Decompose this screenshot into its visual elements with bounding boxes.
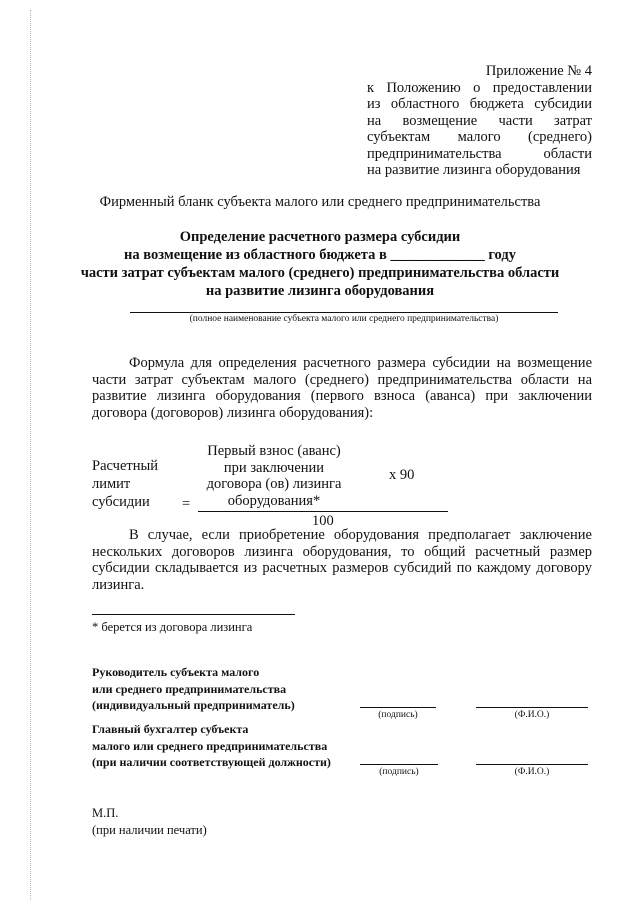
formula-label-line: субсидии (92, 494, 150, 510)
stamp-place (92, 805, 207, 838)
appendix-line: субъектам малого (среднего) (367, 129, 592, 145)
stamp-note: (при наличии печати) (92, 822, 207, 837)
head-signature-caption: (подпись) (378, 710, 418, 720)
formula-equals: = (182, 496, 191, 512)
head-signatory (92, 664, 295, 714)
appendix-title: Приложение № 4 (485, 63, 592, 79)
intro-paragraph: Формула для определения расчетного размера субсидии на возмещение части затрат субъектам малого (среднего) предпринимательства области на развитие лизинга оборудования (первого взноса (аванса) при заключении договора (договоров) лизинга оборудования): (92, 355, 592, 421)
appendix-line: из областного бюджета субсидии (367, 96, 592, 112)
entity-name-caption: (полное наименование субъекта малого или среднего предпринимательства) (189, 314, 499, 324)
entity-name-line (130, 312, 558, 313)
head-name-line (476, 707, 588, 708)
title-line: на развитие лизинга оборудования (205, 283, 435, 299)
accountant-signatory (92, 721, 331, 771)
title-line: Определение расчетного размера субсидии (179, 229, 461, 245)
stamp-label: М.П. (92, 806, 119, 820)
margin-guide (30, 10, 31, 900)
formula-label-line: лимит (92, 476, 131, 492)
appendix-line: на развитие лизинга оборудования (367, 162, 581, 178)
appendix-block (367, 63, 592, 179)
title-line: на возмещение из областного бюджета в _____________ году (124, 247, 516, 263)
footnote: * берется из договора лизинга (92, 620, 253, 634)
formula-denominator: 100 (312, 513, 334, 529)
numerator-line: при заключении (223, 459, 325, 476)
signatory-line: (при наличии соответствующей должности) (92, 755, 331, 769)
document-title (0, 228, 640, 300)
appendix-line: к Положению о предоставлении (367, 79, 592, 96)
formula-label-line: Расчетный (92, 458, 158, 474)
multiple-contracts-paragraph: В случае, если приобретение оборудования предполагает заключение нескольких договоров лизинга оборудования, то общий расчетный размер субсидии складывается из расчетных размеров субсидий по каждому договору лизинга. (92, 527, 592, 593)
signatory-line: Главный бухгалтер субъекта (92, 722, 249, 736)
numerator-line: оборудования* (227, 492, 321, 509)
letterhead-caption: Фирменный бланк субъекта малого или среднего предпринимательства (99, 194, 541, 210)
formula-label (92, 457, 158, 511)
appendix-line: предпринимательства области (367, 145, 592, 162)
appendix-line: на возмещение части затрат (367, 112, 592, 129)
accountant-name-caption: (Ф.И.О.) (514, 767, 550, 777)
numerator-line: договора (ов) лизинга (206, 476, 342, 492)
signatory-line: малого или среднего предпринимательства (92, 738, 328, 753)
head-signature-line (360, 707, 436, 708)
accountant-name-line (476, 764, 588, 765)
accountant-signature-caption: (подпись) (379, 767, 419, 777)
formula-numerator (198, 443, 350, 509)
signatory-line: или среднего предпринимательства (92, 681, 287, 696)
numerator-line: Первый взнос (аванс) (207, 443, 341, 459)
title-line: части затрат субъектам малого (среднего) предпринимательства области (80, 265, 560, 281)
signatory-line: Руководитель субъекта малого (92, 665, 260, 679)
signatory-line: (индивидуальный предприниматель) (92, 698, 295, 712)
fraction-bar (198, 511, 448, 512)
footnote-separator (92, 614, 295, 615)
accountant-signature-line (360, 764, 438, 765)
formula-multiplier: х 90 (389, 467, 415, 483)
head-name-caption: (Ф.И.О.) (514, 710, 550, 720)
